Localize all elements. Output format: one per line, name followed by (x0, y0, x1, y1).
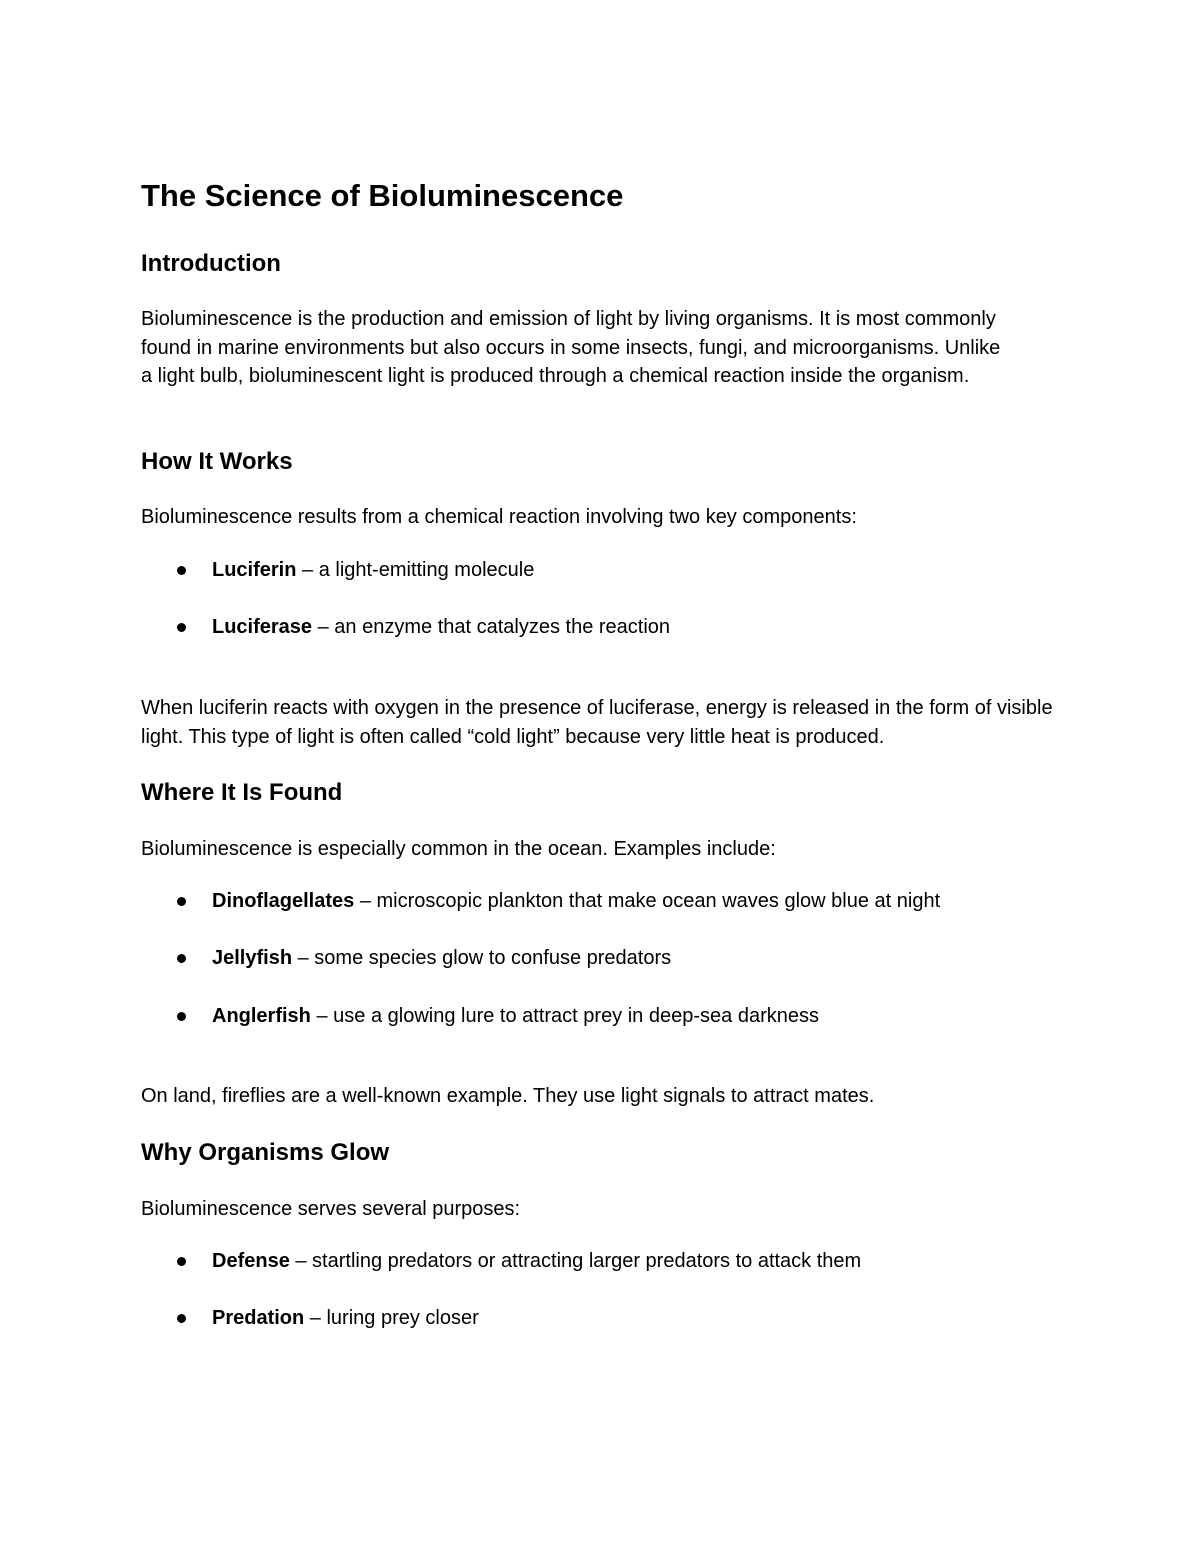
list-item-description: – some species glow to confuse predators (292, 947, 672, 969)
bullet-dot (177, 954, 186, 963)
bullet-dot (177, 566, 186, 575)
list-item-description: – use a glowing lure to attract prey in deep-sea darkness (310, 1005, 819, 1027)
list-item-description: – startling predators or attracting larger predators to attack them (289, 1250, 862, 1272)
document-title: The Science of Bioluminescence (141, 178, 624, 213)
list-item-term: Jellyfish (212, 947, 293, 969)
list-item-term: Anglerfish (212, 1005, 311, 1027)
introduction-paragraph: Bioluminescence is the production and emission of light by living organisms. It is most commonly found in marine environments but also occurs in some insects, fungi, and microorganisms. Unlike a light bulb, bioluminescent light is produced through a chemical reaction inside the organism. (141, 308, 1001, 387)
list-item-term: Defense (212, 1250, 290, 1272)
list-item-term: Predation (212, 1307, 305, 1329)
where-it-is-found-outro: On land, fireflies are a well-known example. They use light signals to attract mates. (141, 1085, 875, 1107)
list-item-description: – luring prey closer (304, 1307, 479, 1329)
how-it-works-outro: When luciferin reacts with oxygen in the presence of luciferase, energy is released in the form of visible light. This type of light is often called “cold light” because very little heat is produced. (141, 697, 1053, 748)
list-item-term: Dinoflagellates (212, 890, 355, 912)
bullet-dot (177, 1257, 186, 1266)
list-item-description: – an enzyme that catalyzes the reaction (312, 616, 671, 638)
where-it-is-found-intro: Bioluminescence is especially common in the ocean. Examples include: (141, 838, 776, 860)
heading-how-it-works: How It Works (141, 448, 293, 475)
list-item-term: Luciferin (212, 559, 297, 581)
how-it-works-intro: Bioluminescence results from a chemical reaction involving two key components: (141, 506, 857, 528)
list-item-term: Luciferase (212, 616, 313, 638)
list-item-description: – microscopic plankton that make ocean waves glow blue at night (354, 890, 941, 912)
heading-introduction: Introduction (141, 250, 281, 277)
heading-why-organisms-glow: Why Organisms Glow (141, 1139, 390, 1166)
bullet-dot (177, 1012, 186, 1021)
bullet-dot (177, 623, 186, 632)
bullet-dot (177, 1314, 186, 1323)
list-item-description: – a light-emitting molecule (296, 559, 535, 581)
heading-where-it-is-found: Where It Is Found (141, 779, 343, 806)
why-organisms-glow-intro: Bioluminescence serves several purposes: (141, 1198, 521, 1220)
bullet-dot (177, 897, 186, 906)
